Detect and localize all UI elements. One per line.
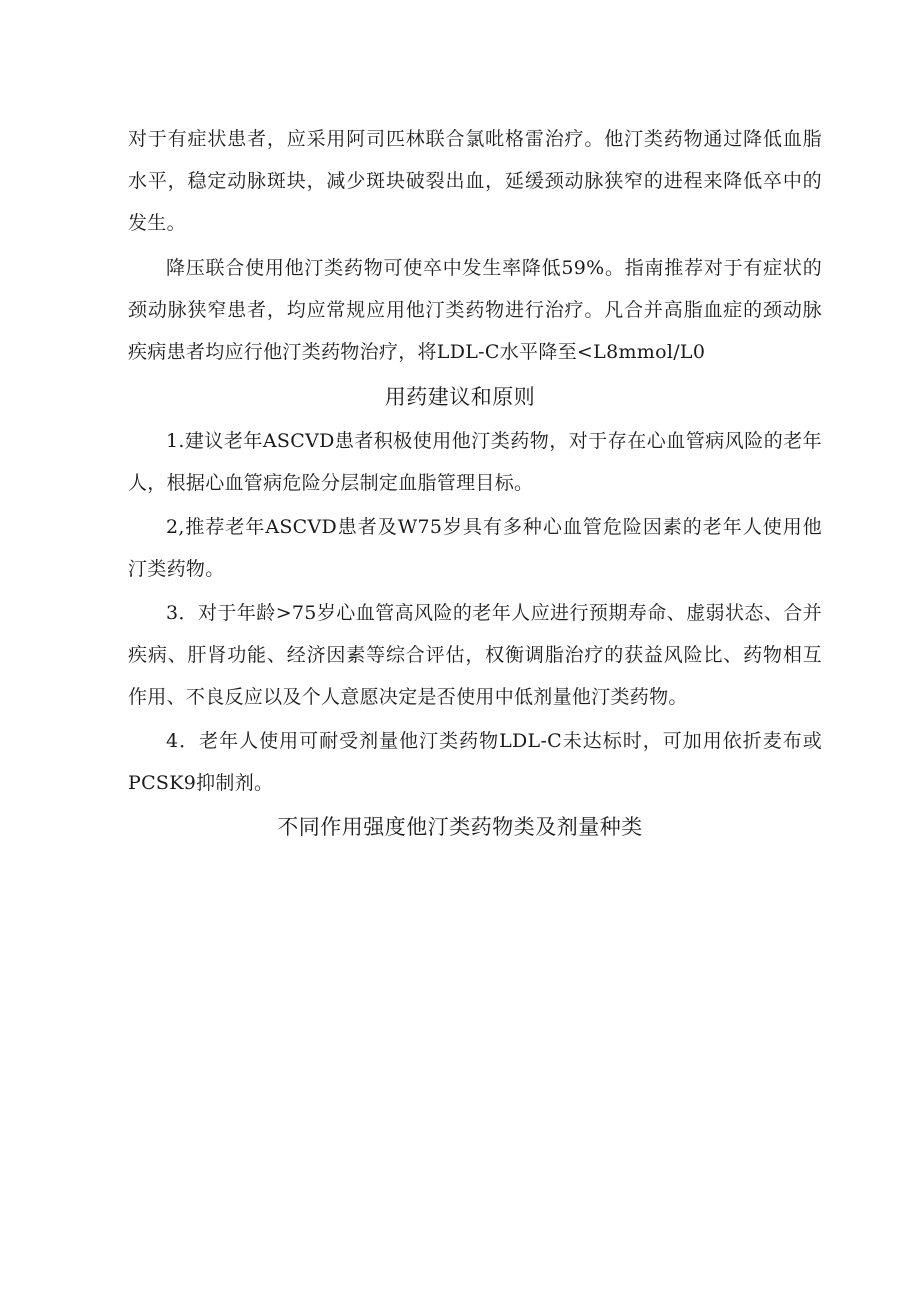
section-heading-medication-advice: 用药建议和原则	[384, 385, 536, 409]
list-item-recommendation-2: 2,推荐老年ASCVD患者及W75岁具有多种心血管危险因素的老年人使用他汀类药物。	[128, 516, 822, 580]
list-item-recommendation-3: 3．对于年龄>75岁心血管高风险的老年人应进行预期寿命、虚弱状态、合并疾病、肝肾功能、经济因素等综合评估，权衡调脂治疗的获益风险比、药物相互作用、不良反应以及个人意愿决定是否使用中低剂量他汀类药物。	[128, 602, 822, 708]
paragraph-symptomatic-treatment: 对于有症状患者，应采用阿司匹林联合氯吡格雷治疗。他汀类药物通过降低血脂水平，稳定动脉斑块，减少斑块破裂出血，延缓颈动脉狭窄的进程来降低卒中的发生。	[128, 128, 822, 234]
paragraph-statin-stroke-reduction: 降压联合使用他汀类药物可使卒中发生率降低59%。指南推荐对于有症状的颈动脉狭窄患者，均应常规应用他汀类药物进行治疗。凡合并高脂血症的颈动脉疾病患者均应行他汀类药物治疗，将LDL-C水平降至<L8mmol/L0	[128, 257, 822, 363]
section-heading-statin-intensity-table: 不同作用强度他汀类药物类及剂量种类	[277, 815, 643, 839]
list-item-recommendation-1: 1.建议老年ASCVD患者积极使用他汀类药物，对于存在心血管病风险的老年人，根据心血管病危险分层制定血脂管理目标。	[128, 430, 822, 494]
list-item-recommendation-4: 4．老年人使用可耐受剂量他汀类药物LDL-C未达标时，可加用依折麦布或PCSK9抑制剂。	[128, 730, 822, 794]
